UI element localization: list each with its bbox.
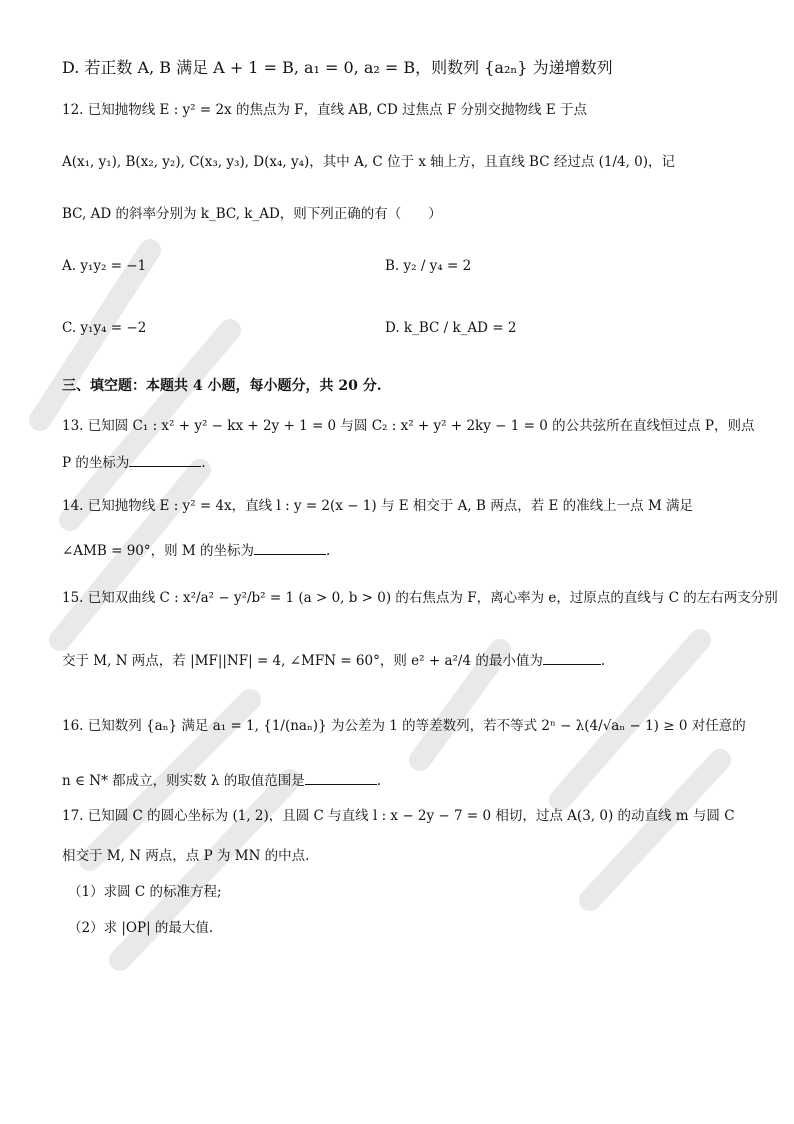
q16-line-1: 16. 已知数列 {aₙ} 满足 a₁ = 1, {1/(naₙ)} 为公差为 1 的等差数列，若不等式 2ⁿ − λ(4/√aₙ − 1) ≥ 0 对任意的 bbox=[62, 718, 746, 734]
q17-subquestion-2: （2）求 |OP| 的最大值. bbox=[68, 920, 214, 936]
q17-line-1: 17. 已知圆 C 的圆心坐标为 (1, 2)，且圆 C 与直线 l : x − 2y − 7 = 0 相切，过点 A(3, 0) 的动直线 m 与圆 C bbox=[62, 808, 735, 824]
q14-line-1: 14. 已知抛物线 E : y² = 4x，直线 l : y = 2(x − 1) 与 E 相交于 A, B 两点，若 E 的准线上一点 M 满足 bbox=[62, 498, 694, 514]
q17-line-2: 相交于 M, N 两点，点 P 为 MN 的中点. bbox=[62, 848, 310, 864]
q16-end: . bbox=[376, 773, 382, 789]
section-3-heading: 三、填空题：本题共 4 小题，每小题分，共 20 分. bbox=[62, 378, 382, 394]
q13-answer-blank bbox=[129, 452, 201, 467]
q12-option-a: A. y₁y₂ = −1 bbox=[62, 258, 147, 274]
q17-subquestion-1: （1）求圆 C 的标准方程; bbox=[68, 884, 222, 900]
q15-prompt: 交于 M, N 两点，若 |MF||NF| = 4, ∠MFN = 60°，则 e² + a²/4 的最小值为 bbox=[62, 653, 543, 669]
q12-option-c: C. y₁y₄ = −2 bbox=[62, 320, 147, 336]
q12-line-2: A(x₁, y₁), B(x₂, y₂), C(x₃, y₃), D(x₄, y₄)，其中 A, C 位于 x 轴上方，且直线 BC 经过点 (1/4, 0)，记 bbox=[62, 154, 676, 170]
q13-prompt: P 的坐标为 bbox=[62, 455, 130, 471]
q15-end: . bbox=[600, 653, 606, 669]
q14-line-2 bbox=[62, 540, 330, 561]
q13-line-1: 13. 已知圆 C₁ : x² + y² − kx + 2y + 1 = 0 与圆 C₂ : x² + y² + 2ky − 1 = 0 的公共弦所在直线恒过点 P，则点 bbox=[62, 418, 755, 434]
q15-line-1: 15. 已知双曲线 C : x²/a² − y²/b² = 1 (a > 0, b > 0) 的右焦点为 F，离心率为 e，过原点的直线与 C 的左右两支分别 bbox=[62, 590, 778, 606]
q13-line-2 bbox=[62, 452, 206, 473]
q12-line-3: BC, AD 的斜率分别为 k_BC, k_AD，则下列正确的有（ ） bbox=[62, 206, 442, 222]
q12-option-b: B. y₂ / y₄ = 2 bbox=[385, 258, 472, 274]
q14-answer-blank bbox=[254, 540, 326, 555]
q14-end: . bbox=[326, 543, 331, 559]
q15-line-2 bbox=[62, 650, 605, 671]
q12-option-d: D. k_BC / k_AD = 2 bbox=[385, 320, 517, 336]
q15-answer-blank bbox=[543, 650, 601, 665]
q12-line-1: 12. 已知抛物线 E : y² = 2x 的焦点为 F，直线 AB, CD 过焦点 F 分别交抛物线 E 于点 bbox=[62, 102, 587, 118]
q13-end: . bbox=[201, 455, 206, 471]
q14-prompt: ∠AMB = 90°，则 M 的坐标为 bbox=[62, 543, 255, 559]
q16-prompt: n ∈ N* 都成立，则实数 λ 的取值范围是 bbox=[62, 773, 305, 789]
q16-line-2 bbox=[62, 770, 381, 791]
option-11d: D. 若正数 A, B 满足 A + 1 = B, a₁ = 0, a₂ = B，则数列 {a₂ₙ} 为递增数列 bbox=[62, 58, 613, 77]
q16-answer-blank bbox=[305, 770, 377, 785]
